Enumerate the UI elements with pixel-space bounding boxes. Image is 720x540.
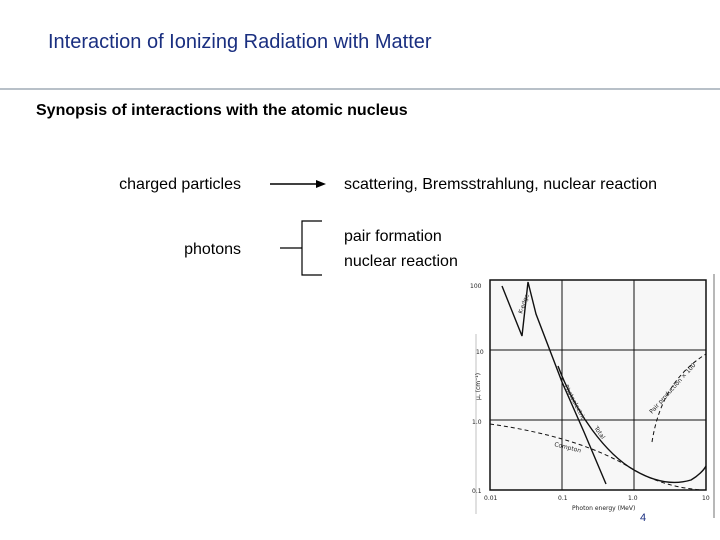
title-divider: [0, 88, 720, 90]
compton-annotation: Compton: [553, 441, 582, 455]
y-tick-label: 1.0: [472, 419, 482, 426]
slide-subtitle: Synopsis of interactions with the atomic nucleus: [36, 102, 408, 119]
y-tick-label: 10: [476, 349, 484, 356]
x-axis-label: Photon energy (MeV): [572, 505, 636, 512]
photoelectric-annotation: Photoelectric: [562, 383, 587, 422]
attenuation-figure: [466, 274, 716, 518]
charged-particles-label: charged particles: [119, 176, 241, 193]
photon-interaction-1: pair formation: [344, 228, 442, 245]
x-tick-label: 0.01: [484, 495, 498, 502]
photons-label: photons: [184, 241, 241, 258]
page-number: 4: [640, 512, 647, 524]
y-tick-label: 0.1: [472, 488, 482, 495]
pair-production-annotation: Pair production × 100: [648, 361, 698, 416]
y-axis-label: μ, (cm⁻¹): [475, 372, 482, 400]
slide-title: Interaction of Ionizing Radiation with Matter: [48, 31, 432, 53]
arrow-icon: [268, 176, 328, 192]
x-tick-label: 1.0: [628, 495, 638, 502]
total-annotation: Total: [592, 425, 607, 441]
y-tick-label: 100: [470, 283, 482, 290]
charged-particles-interactions: scattering, Bremsstrahlung, nuclear reaction: [344, 176, 658, 193]
x-tick-label: 10: [702, 495, 710, 502]
x-tick-label: 0.1: [558, 495, 568, 502]
bracket-icon: [278, 215, 328, 281]
k-edge-annotation: K-edge: [517, 293, 531, 315]
photon-interaction-2: nuclear reaction: [344, 253, 458, 270]
